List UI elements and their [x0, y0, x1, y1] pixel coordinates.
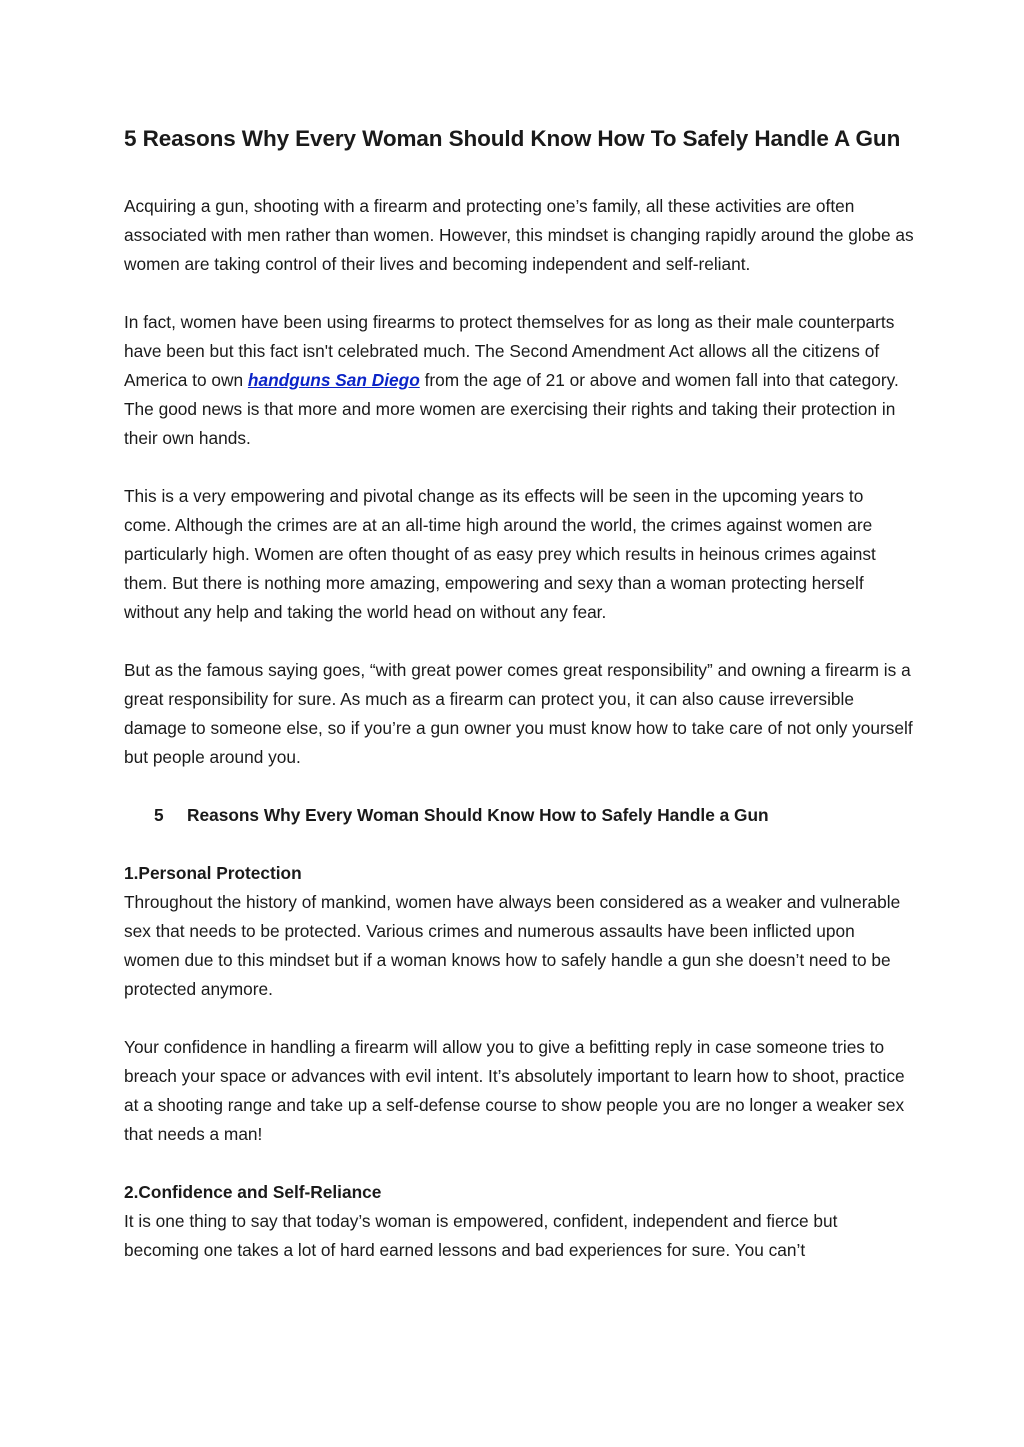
intro-paragraph-2-after: from the age of 21 or above and women fall into that category. The good news is that more and more women are exercising their rights and taking their protection in their own hands.	[124, 370, 899, 448]
intro-paragraph-2-before: In fact, women have been using firearms to protect themselves for as long as their male counterparts have been but this fact isn't celebrated much. The Second Amendment Act allows all the citizens of America to own	[124, 312, 895, 390]
paragraph-spacer	[124, 627, 914, 656]
section-2-paragraph-1: It is one thing to say that today’s woman is empowered, confident, independent and fierce but becoming one takes a lot of hard earned lessons and bad experiences for sure. You can’t	[124, 1211, 838, 1260]
paragraph-spacer	[124, 1004, 914, 1033]
paragraph-spacer	[124, 772, 914, 801]
handguns-san-diego-link[interactable]: handguns San Diego	[247, 370, 420, 390]
paragraph-spacer	[124, 830, 914, 859]
intro-paragraph-3: This is a very empowering and pivotal change as its effects will be seen in the upcoming years to come. Although the crimes are at an all-time high around the world, the crimes against women are particularly high. Women are often thought of as easy prey which results in heinous crimes against them. But there is nothing more amazing, empowering and sexy than a woman protecting herself without any help and taking the world head on without any fear.	[124, 486, 876, 622]
section-1-paragraph-1: Throughout the history of mankind, women have always been considered as a weaker and vulnerable sex that needs to be protected. Various crimes and numerous assaults have been inflicted upon women due to this mindset but if a woman knows how to safely handle a gun she doesn’t need to be protected anymore.	[124, 892, 901, 999]
list-heading-text: Reasons Why Every Woman Should Know How to Safely Handle a Gun	[187, 805, 769, 825]
intro-paragraph-4: But as the famous saying goes, “with great power comes great responsibility” and owning a firearm is a great responsibility for sure. As much as a firearm can protect you, it can also cause irreversible damage to someone else, so if you’re a gun owner you must know how to take care of not only yourself but people around you.	[124, 660, 913, 767]
document-page	[124, 122, 914, 1265]
section-heading-personal-protection: 1.Personal Protection	[124, 863, 302, 883]
page-title: 5 Reasons Why Every Woman Should Know How To Safely Handle A Gun	[124, 126, 901, 151]
paragraph-spacer	[124, 279, 914, 308]
intro-paragraph-2	[124, 308, 914, 453]
paragraph-spacer	[124, 1149, 914, 1178]
section-1-paragraph-2: Your confidence in handling a firearm will allow you to give a befitting reply in case someone tries to breach your space or advances with evil intent. It’s absolutely important to learn how to shoot, practice at a shooting range and take up a self-defense course to show people you are no longer a weaker sex that needs a man!	[124, 1037, 905, 1144]
list-number: 5	[154, 805, 164, 825]
reasons-list-heading	[124, 801, 914, 830]
paragraph-spacer	[124, 453, 914, 482]
intro-paragraph-1: Acquiring a gun, shooting with a firearm and protecting one’s family, all these activities are often associated with men rather than women. However, this mindset is changing rapidly around the globe as women are taking control of their lives and becoming independent and self-reliant.	[124, 196, 914, 274]
section-heading-confidence: 2.Confidence and Self-Reliance	[124, 1182, 382, 1202]
